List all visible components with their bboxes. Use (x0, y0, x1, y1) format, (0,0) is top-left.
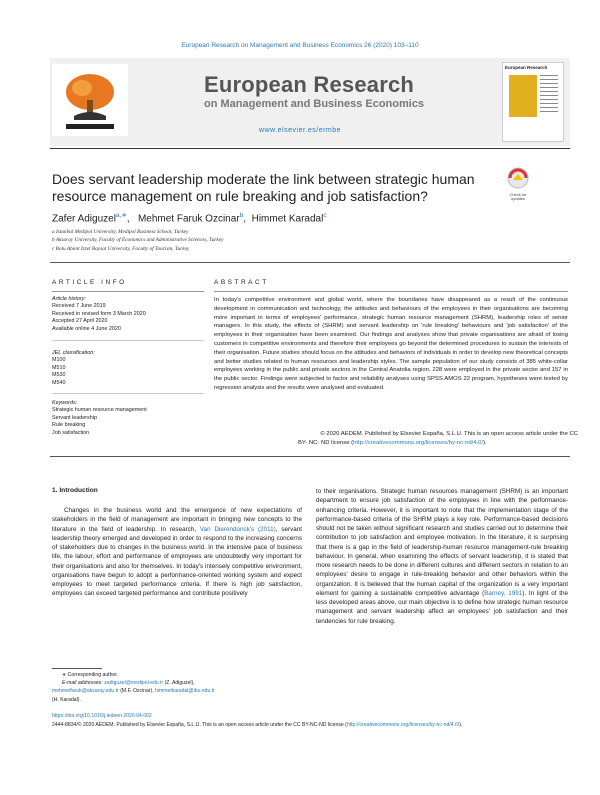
license-footer-text: 2444-8834/© 2020 AEDEM. Published by Elsevier España, S.L.U. This is an open access article under the CC BY-NC-ND license ( (52, 722, 347, 728)
affiliation: c Bolu Abant Izzet Baysal University, Faculty of Tourism, Turkey (52, 246, 190, 252)
article-history (52, 296, 212, 333)
section-heading-introduction: 1. Introduction (52, 487, 98, 494)
keyword: Rule breaking (52, 422, 86, 429)
keyword: Strategic human resource management (52, 407, 147, 414)
history-item: Available online 4 June 2020 (52, 325, 121, 332)
elsevier-tree-logo (52, 64, 128, 136)
footnote (52, 671, 302, 704)
license-footer (52, 721, 572, 729)
history-item: Received 7 June 2019 (52, 303, 106, 310)
citation-link[interactable]: Barney, 1991 (484, 589, 523, 597)
header-rule (50, 148, 570, 149)
jel-label: JEL classification: (52, 350, 95, 356)
doi-line (52, 712, 572, 720)
intro-left-column (52, 506, 302, 599)
email-line (52, 679, 302, 687)
corresponding-author: ∗ Corresponding author. (62, 672, 119, 678)
keyword: Job satisfaction (52, 429, 90, 436)
cover-title: European Research (505, 65, 548, 70)
email-link[interactable]: himmetkaradal@ibu.edu.tr (155, 688, 215, 695)
article-info-rule (52, 291, 204, 292)
license-footer-link[interactable]: http://creativecommons.org/licenses/by-nc-nd/4.0/ (346, 722, 460, 728)
history-item: Received in revised form 3 March 2020 (52, 310, 146, 317)
email-link[interactable]: zadiguzel@medipol.edu.tr (104, 680, 164, 687)
info-divider (52, 393, 204, 394)
article-title: Does servant leadership moderate the link between strategic human resource management on rule breaking and job satisfaction? (52, 171, 475, 204)
keywords (52, 400, 212, 437)
email-owner: (M.F. Ozcinar), (118, 688, 156, 695)
abstract-copyright (214, 431, 578, 437)
author-affiliation-marker[interactable]: c (323, 212, 327, 219)
abstract-text: In today's competitive environment and global world, where the boundaries have disappeared as a result of the continuous development in communication and technology, the attitudes and behaviours of the employees in their organisations are becoming more important in terms of employees' performance, strategic human resource management (SHRM), leadership roles of senior managers. In this study, the effects of (SHRM) and servant leadership on 'rule breaking' behaviours and 'job satisfaction' of the employees in their organisation have been examined. Our findings and analyses show that private organisations are afraid of losing customers in competitive environments and therefore their employees go beyond the determined procedures to sustain the interests of their organisation. Future studies should focus on the attitudes and behaviors of individuals in order to develop new theoretical concepts and better studies related to human resources and leadership styles. The sample population of our study consists of 385 white-collar employees working in the public and private sectors in the Central Anatolia region. 228 were employed in the private sector and 157 in the public sector. Findings were subjected to factor and reliability analyses using SPSS AMOS 22 program, hypotheses were tested by regression analysis and the results were analysed and evaluated. (214, 297, 568, 391)
author-name[interactable]: Himmet Karadal (251, 213, 324, 225)
jel-classification (52, 350, 212, 387)
journal-title: European Research (204, 72, 415, 97)
history-item: Accepted 27 April 2020 (52, 318, 108, 325)
keyword: Servant leadership (52, 414, 97, 421)
keywords-label: Keywords: (52, 400, 78, 406)
intro-right-column (316, 487, 568, 626)
license-text-end: ). (483, 440, 487, 446)
intro-text: , servant leadership theory emerged and developed in order to respond to the increasing concerns of stakeholders due to changes in the business world. In the intensive pace of business life, the labour, effort and performance of employees are undoubtedly very important for their organisations and also for themselves. In today's intensely competitive environment, organisations have begun to adopt a performance-oriented working system and expect employees to meet targeted performance criteria. If there is high job satisfaction, employees can exceed targeted performance and contribute positively (52, 525, 302, 598)
license-link[interactable]: http://creativecommons.org/licenses/by-nc-nd/4.0/ (353, 440, 484, 446)
abstract-bottom-rule (50, 456, 570, 457)
email-link[interactable]: mehmetfaruk@aksaray.edu.tr (52, 688, 119, 695)
svg-text:updates: updates (510, 196, 526, 201)
cover-text-block (540, 75, 558, 115)
email-owner: (Z. Adiguzel), (163, 680, 195, 687)
jel-code: M510 (52, 364, 66, 371)
author-name[interactable]: Mehmet Faruk Ozcinar (137, 213, 240, 225)
citation-link[interactable]: Van Dierendonck's (2011) (199, 525, 276, 533)
footnote-rule (52, 668, 102, 669)
license-footer-end: ). (459, 722, 463, 728)
abstract-license (214, 440, 493, 446)
cover-image (509, 75, 537, 117)
jel-code: M540 (52, 379, 66, 386)
email-label: E-mail addresses: (62, 680, 103, 687)
email-line (52, 687, 302, 695)
affiliation: a Istanbul Medipol University, Medipol Business School, Turkey (52, 229, 189, 235)
check-for-updates-icon[interactable] (504, 166, 532, 202)
author-name[interactable]: Zafer Adiguzel (52, 213, 116, 225)
intro-text: to their organisations. Strategic human resources management (SHRM) is an important department to ensure job satisfaction of the employees in line with the performance-enhancing criteria. However, it is important to note that the implementation stage of the performance-based criteria of the SHRM plays a key role. Performance-based decisions should not be taken without significant research and studies carried out to determine their contribution to job satisfaction and employee motivation. In the literature, it is surprising that there is a gap in the field of leadership-human resource management-rule breaking behaviour. In general, when examining the effects of servant leadership, it is stated that more research needs to be done in different cultures and different sectors in relation to an employees' desire to engage in rule-breaking behavior and other behaviors within the organization. It is believed that the human capital of the organization is a very important element for gaining a sustainable competitive advantage ( (316, 488, 568, 597)
journal-website-link[interactable]: www.elsevier.es/ermbe (258, 127, 342, 134)
license-text: BY- NC- ND license ( (298, 440, 354, 446)
authors-rule (50, 262, 570, 263)
info-divider (52, 340, 204, 341)
affiliation: b Aksaray University, Faculty of Economics and Administrative Sciences, Turkey (52, 237, 224, 243)
svg-text:Check for: Check for (509, 192, 527, 197)
jel-code: M530 (52, 372, 66, 379)
jel-code: M100 (52, 357, 66, 364)
intro-text: Changes in the business world and the emergence of new expectations of stakeholders in the field of management are important in bringing new concepts to the literature in the field of leadership. In research, (52, 507, 302, 533)
author-list: Zafer Adiguzel$^{a,∗}$, Mehmet Faruk Ozcinar$^b$, Himmet Karadal$^c$ (52, 212, 327, 225)
article-info-heading: ARTICLE INFO (52, 279, 127, 286)
journal-subtitle: on Management and Business Economics (204, 98, 425, 110)
doi-link[interactable]: https://doi.org/10.1016/j.iedeen.2020.04.002 (52, 713, 152, 719)
journal-citation-line[interactable]: European Research on Management and Business Economics 26 (2020) 103–110 (181, 42, 419, 49)
abstract-heading: ABSTRACT (214, 279, 269, 286)
intro-text: ). In light of the less developed areas above, our main objective is to define how strategic human resource management and servant leadership affect an employees' job satisfaction and their tendencies for rule breaking. (316, 589, 568, 625)
author-affiliation-marker[interactable]: b (239, 212, 244, 219)
email-owner: (H. Karadal). (52, 696, 81, 703)
abstract-rule (214, 291, 568, 292)
author-affiliation-marker[interactable]: a,∗ (115, 212, 127, 219)
copyright-text: © 2020 AEDEM. Published by Elsevier España, S.L.U. This is an open access article under the CC (320, 431, 578, 437)
history-label: Article history: (52, 296, 86, 302)
